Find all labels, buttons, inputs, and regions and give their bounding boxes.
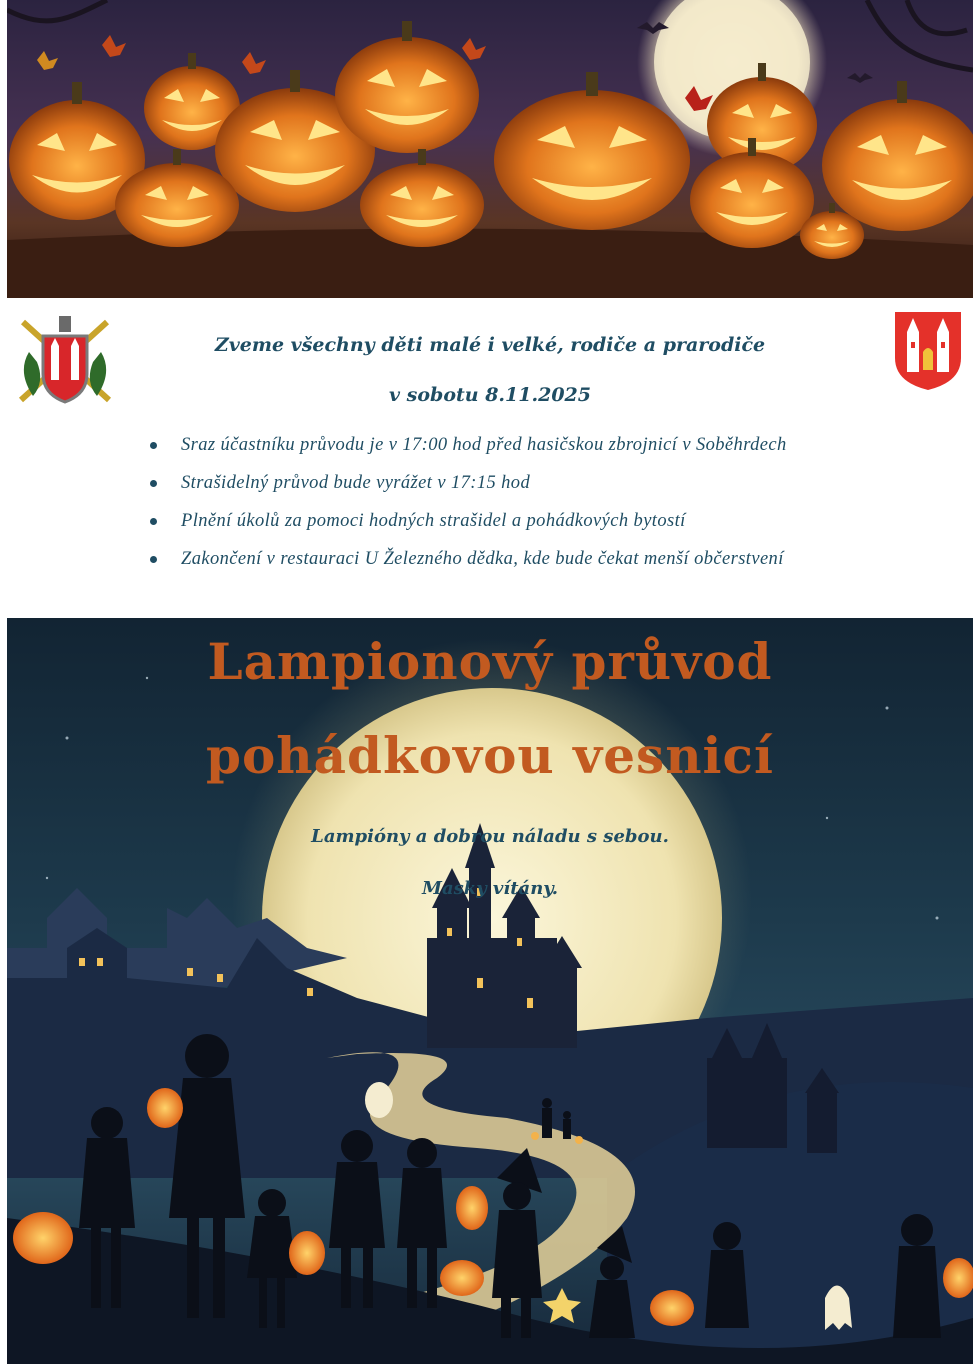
bullet-icon bbox=[150, 442, 157, 449]
invitation-line-1: Zveme všechny děti malé i velké, rodiče a prarodiče bbox=[214, 334, 766, 356]
bullet-icon bbox=[150, 556, 157, 563]
bat-icon bbox=[847, 73, 873, 83]
pumpkin-lantern-icon bbox=[440, 1260, 484, 1296]
event-title-line-2: pohádkovou vesnicí bbox=[206, 726, 774, 785]
list-item bbox=[147, 544, 907, 574]
pumpkin-illustration bbox=[7, 0, 973, 298]
paw-lantern-icon bbox=[147, 1088, 183, 1128]
star-lantern-icon bbox=[289, 1231, 325, 1275]
ghost-lantern-icon bbox=[365, 1082, 393, 1118]
night-scene bbox=[7, 618, 973, 1364]
info-section bbox=[7, 298, 973, 618]
face-lantern-icon bbox=[456, 1186, 488, 1230]
detail-text: Plnění úkolů za pomoci hodných strašidel a pohádkových bytostí bbox=[181, 511, 686, 531]
star-lantern-icon bbox=[543, 1288, 581, 1323]
detail-text: Zakončení v restauraci U Železného dědka, kde bude čekat menší občerstvení bbox=[181, 549, 784, 569]
detail-text: Sraz účastníku průvodu je v 17:00 hod před hasičskou zbrojnicí v Soběhrdech bbox=[181, 435, 787, 455]
bullet-icon bbox=[150, 480, 157, 487]
pumpkin-group bbox=[9, 21, 973, 259]
tagline-masks: Masky vítány. bbox=[422, 878, 558, 899]
invitation-date: v sobotu 8.11.2025 bbox=[389, 384, 591, 406]
pumpkin-lantern-icon bbox=[650, 1290, 694, 1326]
list-item bbox=[147, 468, 907, 498]
pumpkin-banner bbox=[7, 0, 973, 298]
event-details-list bbox=[147, 430, 907, 582]
detail-text: Strašidelný průvod bude vyrážet v 17:15 hod bbox=[181, 473, 531, 493]
village-coat-of-arms-icon bbox=[893, 310, 963, 392]
bullet-icon bbox=[150, 518, 157, 525]
pumpkin-lantern-icon bbox=[13, 1212, 73, 1264]
list-item bbox=[147, 506, 907, 536]
event-title-line-1: Lampionový průvod bbox=[207, 632, 773, 691]
poster bbox=[7, 0, 973, 1364]
list-item bbox=[147, 430, 907, 460]
tagline-lanterns: Lampióny a dobrou náladu s sebou. bbox=[311, 826, 669, 847]
